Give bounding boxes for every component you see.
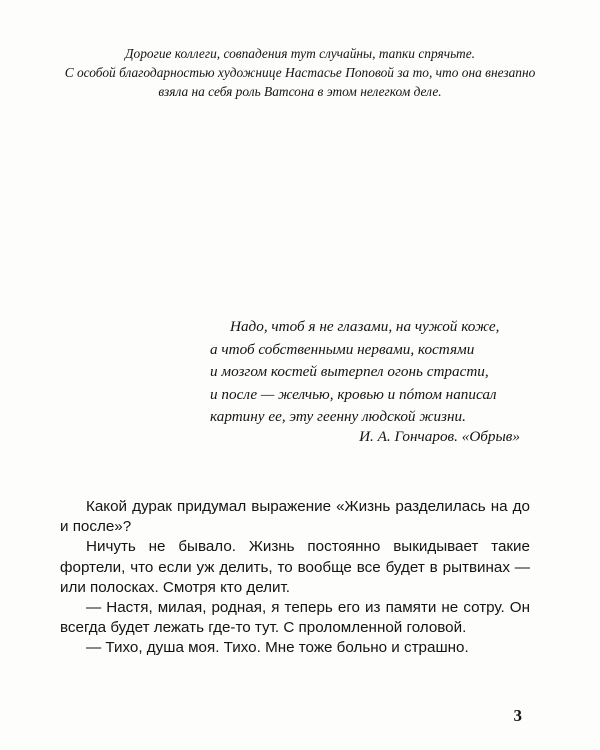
epigraph-line: и мозгом костей вытерпел огонь страсти, xyxy=(210,363,489,380)
paragraph: — Тихо, душа моя. Тихо. Мне тоже больно и страшно. xyxy=(86,639,469,657)
body-text xyxy=(60,497,530,659)
dedication-line: Дорогие коллеги, совпадения тут случайны, тапки спрячьте. xyxy=(124,46,475,61)
epigraph-line: и после — желчью, кровью и пóтом написал xyxy=(210,385,497,403)
paragraph: Какой дурак придумал выражение «Жизнь разделилась на до и после»? xyxy=(60,498,530,536)
paragraph: Ничуть не бывало. Жизнь постоянно выкидывает такие фортели, что если уж делить, то вообще все будет в рытвинах — или полосках. Смотря кто делит. xyxy=(60,538,530,596)
dedication xyxy=(30,44,570,101)
epigraph xyxy=(210,316,530,429)
epigraph-line: картину ее, эту геенну людской жизни. xyxy=(210,408,466,425)
paragraph: — Настя, милая, родная, я теперь его из памяти не сотру. Он всегда будет лежать где-то тут. С проломленной головой. xyxy=(60,599,530,637)
epigraph-attribution: И. А. Гончаров. «Обрыв» xyxy=(359,428,520,445)
dedication-line: взяла на себя роль Ватсона в этом нелегком деле. xyxy=(158,84,442,99)
epigraph-line: а чтоб собственными нервами, костями xyxy=(210,340,475,358)
page-number: 3 xyxy=(513,706,522,725)
dedication-line: С особой благодарностью художнице Настасье Поповой за то, что она внезапно xyxy=(64,65,536,80)
epigraph-line: Надо, чтоб я не глазами, на чужой коже, xyxy=(230,318,500,335)
